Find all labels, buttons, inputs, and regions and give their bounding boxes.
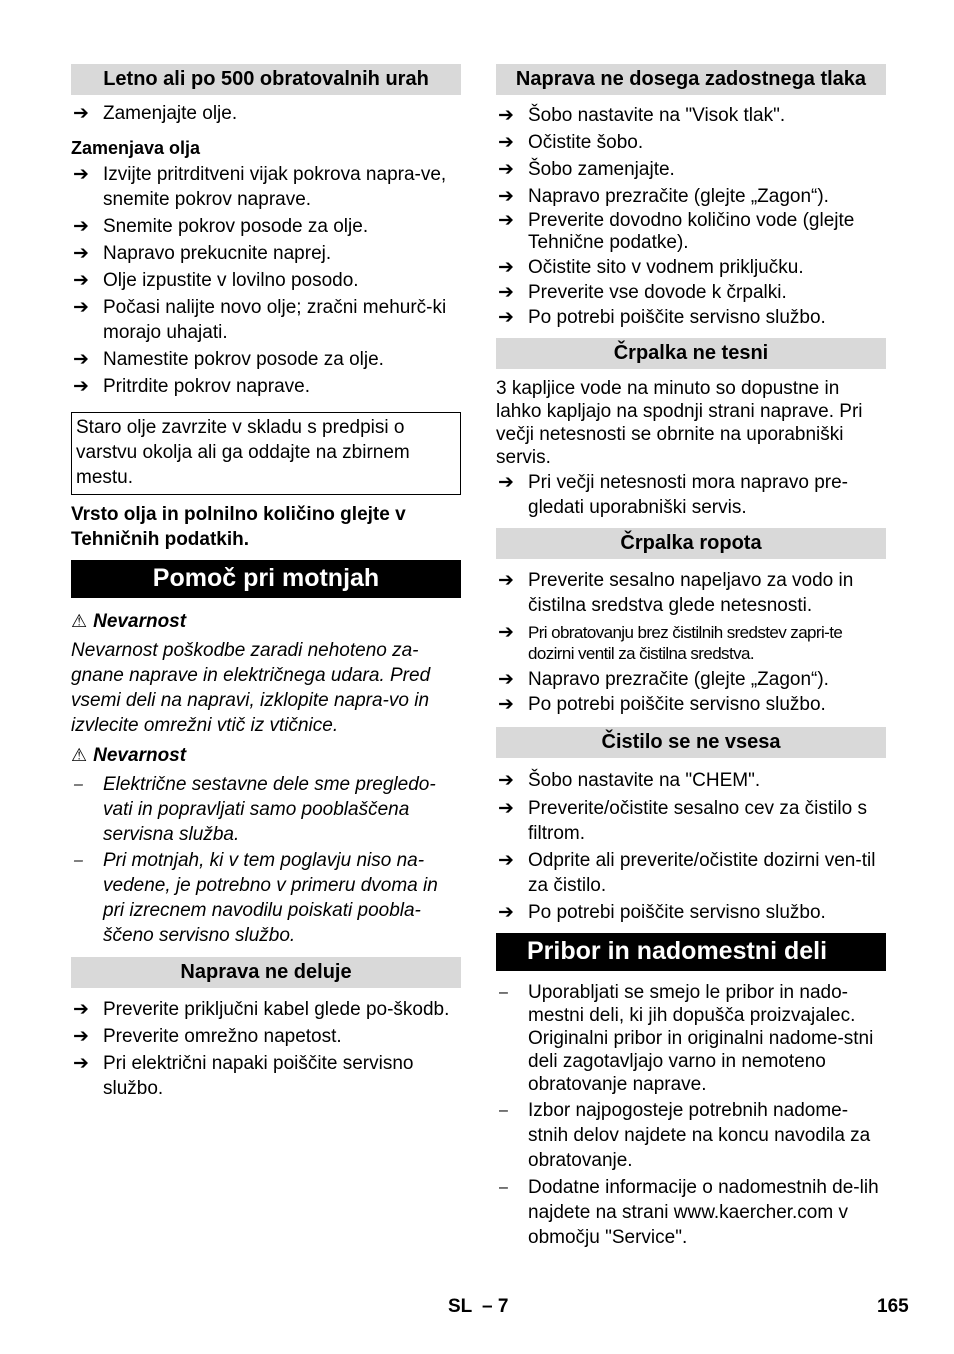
arrow-right-icon: ➔ bbox=[73, 1026, 89, 1047]
arrow-right-icon: ➔ bbox=[73, 164, 89, 185]
arrow-right-icon: ➔ bbox=[498, 257, 514, 278]
footer-language: SL bbox=[448, 1296, 473, 1317]
annual-service-list bbox=[71, 101, 461, 126]
arrow-right-icon: ➔ bbox=[73, 999, 89, 1020]
list-item: ➔ Snemite pokrov posode za olje. bbox=[73, 216, 369, 237]
low-pressure-list bbox=[496, 103, 886, 330]
arrow-right-icon: ➔ bbox=[73, 270, 89, 291]
list-item: ➔ Počasi nalijte novo olje; zračni mehurč-ki morajo uhajati. bbox=[73, 297, 447, 343]
section-title-pump-leaking: Črpalka ne tesni bbox=[496, 338, 886, 369]
arrow-right-icon: ➔ bbox=[73, 297, 89, 318]
dash-bullet: – bbox=[499, 1179, 508, 1196]
arrow-right-icon: ➔ bbox=[73, 376, 89, 397]
list-item: ➔ Preverite dovodno količino vode (glejte Tehnične podatke). bbox=[498, 210, 855, 253]
list-item: ➔ Odprite ali preverite/očistite dozirni ven-til za čistilo. bbox=[498, 850, 876, 896]
section-title-annual-service: Letno ali po 500 obratovalnih urah bbox=[71, 64, 461, 95]
arrow-right-icon: ➔ bbox=[73, 103, 89, 124]
arrow-right-icon: ➔ bbox=[498, 307, 514, 328]
list-item: – Električne sestavne dele sme pregledo-vati in popravljati samo pooblaščena servisna služba. bbox=[74, 774, 436, 845]
list-item: ➔ Očistite sito v vodnem priključku. bbox=[498, 257, 804, 278]
arrow-right-icon: ➔ bbox=[73, 349, 89, 370]
pump-leaking-list bbox=[496, 470, 886, 520]
warning-text: Nevarnost poškodbe zaradi nehoteno za-gnane naprave in električnega udara. Pred vsemi deli na napravi, izklopite napra-vo in izvlecite omrežni vtič iz vtičnice. bbox=[71, 640, 431, 736]
warning-triangle-icon: ⚠ bbox=[71, 745, 88, 765]
environment-note-box: Staro olje zavrzite v skladu s predpisi o varstvu okolja ali ga oddajte na zbirnem mestu. bbox=[71, 412, 461, 495]
arrow-right-icon: ➔ bbox=[498, 622, 514, 643]
warning-list bbox=[71, 772, 461, 948]
section-title-pump-noisy: Črpalka ropota bbox=[496, 528, 886, 559]
oil-change-heading: Zamenjava olja bbox=[71, 138, 201, 158]
list-item: ➔ Napravo prekucnite naprej. bbox=[73, 243, 332, 264]
section-title-low-pressure: Naprava ne dosega zadostnega tlaka bbox=[496, 64, 886, 95]
list-item: ➔ Napravo prezračite (glejte „Zagon“). bbox=[498, 186, 829, 207]
oil-change-list bbox=[71, 162, 461, 399]
arrow-right-icon: ➔ bbox=[73, 216, 89, 237]
arrow-right-icon: ➔ bbox=[498, 159, 514, 180]
list-item: ➔ Šobo zamenjajte. bbox=[498, 159, 675, 180]
list-item: ➔ Po potrebi poiščite servisno službo. bbox=[498, 694, 826, 715]
detergent-not-sucked-list bbox=[496, 768, 886, 925]
list-item: ➔ Olje izpustite v lovilno posodo. bbox=[73, 270, 359, 291]
dash-bullet: – bbox=[499, 1102, 508, 1119]
arrow-right-icon: ➔ bbox=[498, 570, 514, 591]
footer-page-number: 165 bbox=[877, 1296, 909, 1317]
list-item: ➔ Po potrebi poiščite servisno službo. bbox=[498, 307, 826, 328]
arrow-right-icon: ➔ bbox=[498, 105, 514, 126]
list-item: ➔ Preverite omrežno napetost. bbox=[73, 1026, 342, 1047]
chapter-title-accessories: Pribor in nadomestni deli bbox=[496, 933, 886, 971]
list-item: – Izbor najpogosteje potrebnih nadome-stnih delov najdete na koncu navodila za obratovanje. bbox=[499, 1100, 871, 1171]
oil-info-text: Vrsto olja in polnilno količino glejte v Tehničnih podatkih. bbox=[71, 504, 406, 550]
list-item: ➔ Napravo prezračite (glejte „Zagon“). bbox=[498, 669, 829, 690]
arrow-right-icon: ➔ bbox=[73, 1053, 89, 1074]
list-item: ➔ Po potrebi poiščite servisno službo. bbox=[498, 902, 826, 923]
list-item: ➔ Zamenjajte olje. bbox=[73, 103, 238, 124]
warning-label: ⚠ Nevarnost bbox=[71, 745, 187, 766]
arrow-right-icon: ➔ bbox=[498, 282, 514, 303]
pump-noisy-list bbox=[496, 568, 886, 717]
list-item: ➔ Preverite priključni kabel glede po-škodb. bbox=[73, 999, 450, 1020]
warning-triangle-icon: ⚠ bbox=[71, 611, 88, 631]
arrow-right-icon: ➔ bbox=[73, 243, 89, 264]
device-not-working-list bbox=[71, 997, 461, 1101]
dash-bullet: – bbox=[74, 776, 83, 793]
list-item: ➔ Pritrdite pokrov naprave. bbox=[73, 376, 310, 397]
warning-label: ⚠ Nevarnost bbox=[71, 611, 187, 632]
list-item: ➔ Pri električni napaki poiščite servisno službo. bbox=[73, 1053, 414, 1099]
accessories-list bbox=[496, 981, 886, 1250]
list-item: ➔ Pri obratovanju brez čistilnih sredstev zapri-te dozirni ventil za čistilna sredstva. bbox=[498, 622, 843, 663]
list-item: ➔ Šobo nastavite na "CHEM". bbox=[498, 770, 761, 791]
list-item: ➔ Namestite pokrov posode za olje. bbox=[73, 349, 384, 370]
arrow-right-icon: ➔ bbox=[498, 186, 514, 207]
footer-section-page: – 7 bbox=[482, 1296, 509, 1317]
chapter-title-troubleshooting: Pomoč pri motnjah bbox=[71, 560, 461, 598]
list-item: – Dodatne informacije o nadomestnih de-lih najdete na strani www.kaercher.com v območju "Service". bbox=[499, 1177, 879, 1248]
list-item: – Pri motnjah, ki v tem poglavju niso na-vedene, je potrebno v primeru dvoma in pri izrecnem navodilu poiskati poobla-ščeno servisno službo. bbox=[74, 850, 438, 946]
dash-bullet: – bbox=[74, 852, 83, 869]
section-title-device-not-working: Naprava ne deluje bbox=[71, 957, 461, 988]
pump-leaking-text: 3 kapljice vode na minuto so dopustne in lahko kapljajo na spodnji strani naprave. Pri večji netesnosti se obrnite na uporabniški servis. bbox=[496, 378, 863, 468]
arrow-right-icon: ➔ bbox=[498, 210, 514, 231]
list-item: ➔ Preverite vse dovode k črpalki. bbox=[498, 282, 787, 303]
list-item: ➔ Šobo nastavite na "Visok tlak". bbox=[498, 105, 786, 126]
arrow-right-icon: ➔ bbox=[498, 132, 514, 153]
list-item: ➔ Izvijte pritrditveni vijak pokrova napra-ve, snemite pokrov naprave. bbox=[73, 164, 447, 210]
dash-bullet: – bbox=[499, 984, 508, 1001]
right-column bbox=[496, 64, 886, 1250]
arrow-right-icon: ➔ bbox=[498, 798, 514, 819]
list-item: – Uporabljati se smejo le pribor in nado-mestni deli, ki jih dopušča proizvajalec. Originalni pribor in originalni nadome-stni deli zagotavljajo varno in nemoteno obratovanje naprave. bbox=[499, 982, 874, 1095]
section-title-detergent-not-sucked: Čistilo se ne vsesa bbox=[496, 727, 886, 758]
arrow-right-icon: ➔ bbox=[498, 472, 514, 493]
arrow-right-icon: ➔ bbox=[498, 902, 514, 923]
list-item: ➔ Preverite/očistite sesalno cev za čistilo s filtrom. bbox=[498, 798, 867, 844]
arrow-right-icon: ➔ bbox=[498, 694, 514, 715]
arrow-right-icon: ➔ bbox=[498, 850, 514, 871]
left-column bbox=[71, 64, 461, 1101]
list-item: ➔ Preverite sesalno napeljavo za vodo in čistilna sredstva glede netesnosti. bbox=[498, 570, 854, 616]
list-item: ➔ Očistite šobo. bbox=[498, 132, 644, 153]
arrow-right-icon: ➔ bbox=[498, 669, 514, 690]
list-item: ➔ Pri večji netesnosti mora napravo pre-gledati uporabniški servis. bbox=[498, 472, 848, 518]
arrow-right-icon: ➔ bbox=[498, 770, 514, 791]
